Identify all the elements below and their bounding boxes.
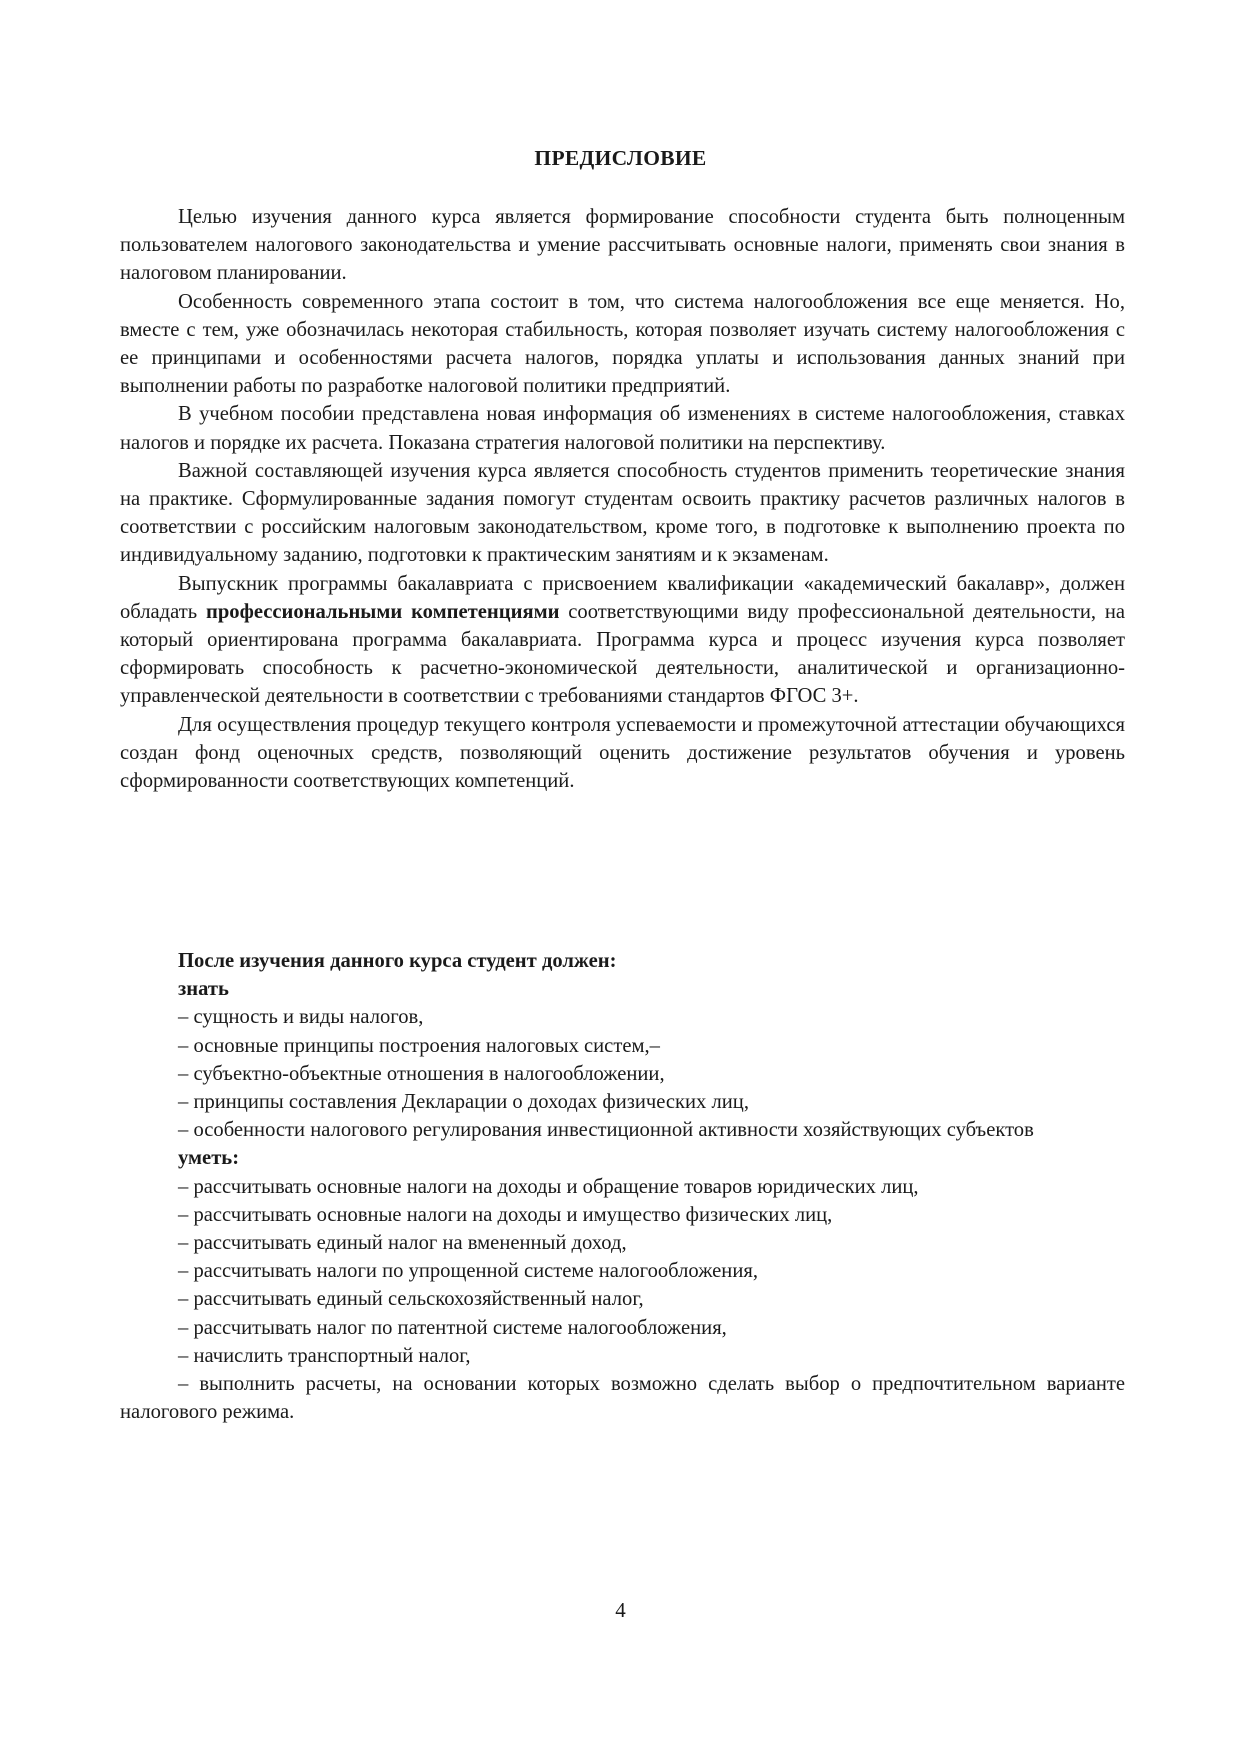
paragraph-1: Целью изучения данного курса является формирование способности студента быть полноценным пользователем налогового законодательства и умение рассчитывать основные налоги, применять свои знания в налоговом планировании. bbox=[120, 206, 1125, 285]
know-label: знать bbox=[178, 978, 229, 1001]
preface-body bbox=[120, 203, 1125, 795]
can-item: – рассчитывать налоги по упрощенной системе налогообложения, bbox=[178, 1260, 758, 1283]
know-item: – принципы составления Декларации о доходах физических лиц, bbox=[178, 1091, 749, 1114]
can-item: – рассчитывать основные налоги на доходы и обращение товаров юридических лиц, bbox=[178, 1175, 919, 1198]
outcomes-heading: После изучения данного курса студент должен: bbox=[178, 950, 617, 972]
can-item: – рассчитывать основные налоги на доходы и имущество физических лиц, bbox=[178, 1203, 833, 1226]
can-label: уметь: bbox=[178, 1147, 240, 1170]
know-item: – субъектно-объектные отношения в налогообложении, bbox=[178, 1062, 665, 1085]
can-list bbox=[120, 1173, 1125, 1427]
know-item: – сущность и виды налогов, bbox=[178, 1006, 424, 1029]
paragraph-3: В учебном пособии представлена новая информация об изменениях в системе налогообложения, ставках налогов и порядке их расчета. Показана стратегия налоговой политики на перспективу. bbox=[120, 403, 1125, 454]
page-title: ПРЕДИСЛОВИЕ bbox=[534, 146, 707, 170]
paragraph-2: Особенность современного этапа состоит в том, что система налогообложения все еще меняется. Но, вместе с тем, уже обозначилась некоторая стабильность, которая позволяет изучать систему налогообложения с ее принципами и особенностями расчета налогов, порядка уплаты и использования данных знаний при выполнении работы по разработке налоговой политики предприятий. bbox=[120, 290, 1125, 398]
paragraph-5 bbox=[120, 570, 1125, 711]
can-item: – выполнить расчеты, на основании которых возможно сделать выбор о предпочтительном варианте налогового режима. bbox=[120, 1373, 1125, 1424]
know-list bbox=[120, 1003, 1125, 1144]
paragraph-4: Важной составляющей изучения курса является способность студентов применить теоретические знания на практике. Сформулированные задания помогут студентам освоить практику расчетов различных налогов в соответствии с российским налоговым законодательством, кроме того, в подготовке к выполнению проекта по индивидуальному заданию, подготовки к практическим занятиям и к экзаменам. bbox=[120, 459, 1125, 567]
paragraph-5-bold: профессиональными компетенциями bbox=[205, 600, 560, 623]
can-item: – рассчитывать единый налог на вмененный доход, bbox=[178, 1232, 627, 1255]
know-item: – основные принципы построения налоговых систем,– bbox=[178, 1034, 660, 1057]
page-number: 4 bbox=[615, 1598, 626, 1622]
paragraph-5-end: соответствующими виду профессиональной деятельности, на который ориентирована программа бакалавриата. Программа курса и процесс изучения курса позволяет сформировать способность к расчетно-экономической деятельности, аналитической и организационно-управленческой деятельности в соответствии с требованиями стандартов ФГОС 3+. bbox=[120, 600, 1125, 708]
can-item: – рассчитывать единый сельскохозяйственный налог, bbox=[178, 1288, 644, 1311]
know-item: – особенности налогового регулирования инвестиционной активности хозяйствующих субъектов bbox=[178, 1119, 1034, 1142]
paragraph-5-start: Выпускник программы бакалавриата с присвоением квалификации «академический бакалавр», должен обладать bbox=[120, 572, 1125, 623]
can-item: – рассчитывать налог по патентной системе налогообложения, bbox=[178, 1316, 727, 1339]
learning-outcomes bbox=[120, 947, 1125, 1426]
can-item: – начислить транспортный налог, bbox=[178, 1344, 471, 1367]
paragraph-6: Для осуществления процедур текущего контроля успеваемости и промежуточной аттестации обучающихся создан фонд оценочных средств, позволяющий оценить достижение результатов обучения и уровень сформированности соответствующих компетенций. bbox=[120, 713, 1125, 793]
